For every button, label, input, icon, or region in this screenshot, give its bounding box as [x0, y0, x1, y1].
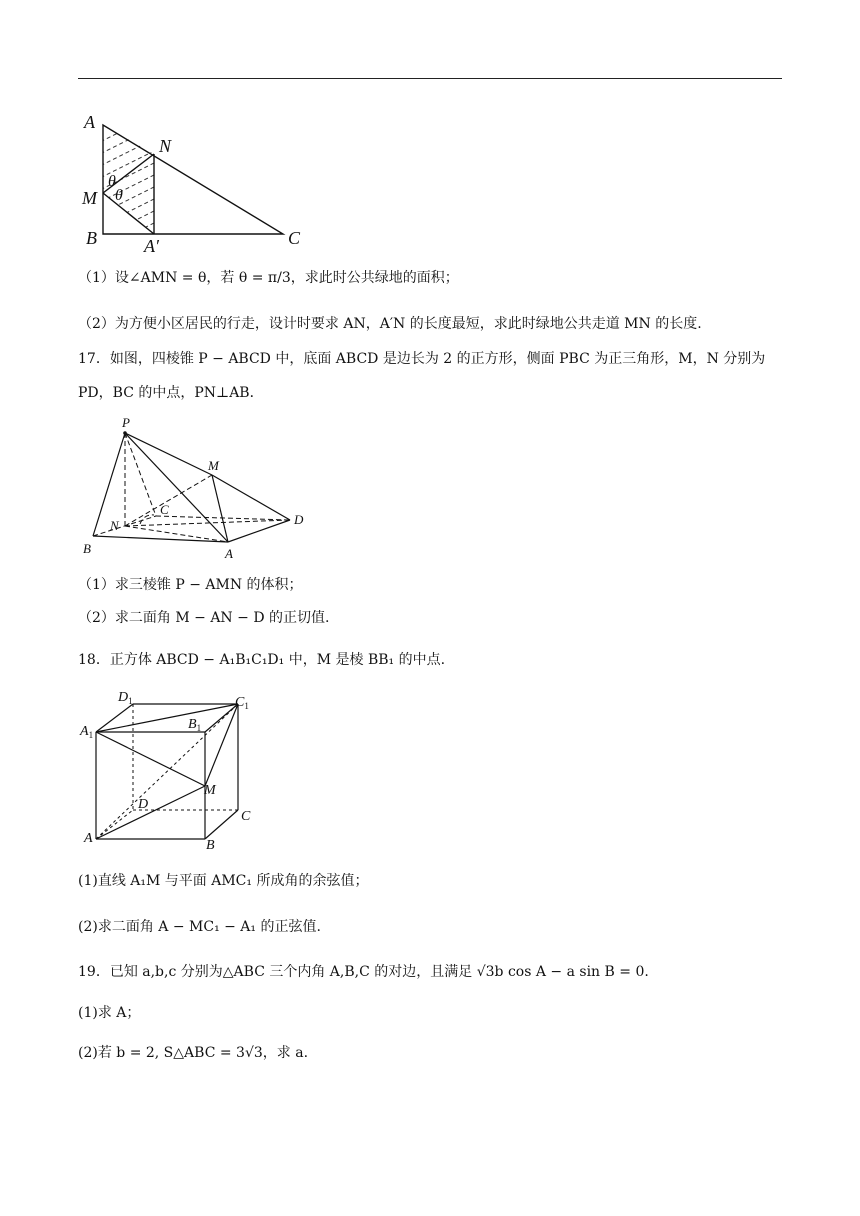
label-C: C — [288, 228, 301, 248]
q17-part2: （2）求二面角 M − AN − D 的正切值. — [78, 610, 330, 626]
label-M: M — [82, 188, 97, 208]
label-A1: $A_1$ — [80, 724, 94, 740]
label-N: N — [159, 136, 172, 156]
q19-stem: 19．已知 a,b,c 分别为△ABC 三个内角 A,B,C 的对边，且满足 √3b cos A − a sin B = 0. — [78, 964, 649, 980]
label-C: C — [241, 809, 251, 824]
label-P: P — [122, 415, 130, 430]
label-C1: $C_1$ — [235, 695, 249, 711]
label-B: B — [83, 541, 91, 556]
header-rule — [78, 78, 782, 79]
q19-part1: (1)求 A； — [78, 1005, 141, 1021]
label-A: A — [84, 112, 95, 132]
label-D: D — [294, 512, 304, 527]
label-B1: $B_1$ — [188, 717, 202, 733]
q17-part1: （1）求三棱锥 P − AMN 的体积； — [78, 577, 303, 593]
label-C: C — [160, 502, 169, 517]
figure-q17-pyramid — [78, 412, 318, 564]
q16-part2: （2）为方便小区居民的行走，设计时要求 AN，A′N 的长度最短，求此时绿地公共走道 MN 的长度. — [78, 316, 702, 332]
figure-q18-cube — [78, 682, 268, 854]
label-A-prime: A′ — [144, 236, 159, 256]
q18-part2: (2)求二面角 A − MC₁ − A₁ 的正弦值. — [78, 919, 321, 935]
label-D1: $D_1$ — [118, 690, 133, 706]
q16-part1: （1）设∠AMN = θ，若 θ = π/3，求此时公共绿地的面积； — [78, 270, 459, 286]
q18-stem: 18．正方体 ABCD − A₁B₁C₁D₁ 中，M 是棱 BB₁ 的中点. — [78, 652, 446, 668]
q18-part1: (1)直线 A₁M 与平面 AMC₁ 所成角的余弦值； — [78, 873, 369, 889]
label-theta-1: θ — [108, 173, 116, 190]
label-D: D — [138, 797, 149, 812]
q17-stem-line1: 17．如图，四棱锥 P − ABCD 中，底面 ABCD 是边长为 2 的正方形，侧面 PBC 为正三角形，M，N 分别为 — [78, 351, 766, 367]
label-M: M — [204, 783, 216, 798]
label-N: N — [110, 518, 119, 533]
label-A: A — [84, 831, 93, 846]
figure-q16-triangle — [78, 108, 318, 258]
label-A: A — [225, 546, 233, 561]
q19-part2: (2)若 b = 2, S△ABC = 3√3，求 a. — [78, 1045, 309, 1061]
label-B: B — [206, 838, 215, 853]
q17-stem-line2: PD，BC 的中点，PN⊥AB． — [78, 385, 264, 401]
label-M: M — [208, 458, 219, 473]
label-theta-2: θ — [115, 187, 123, 204]
label-B: B — [86, 228, 97, 248]
